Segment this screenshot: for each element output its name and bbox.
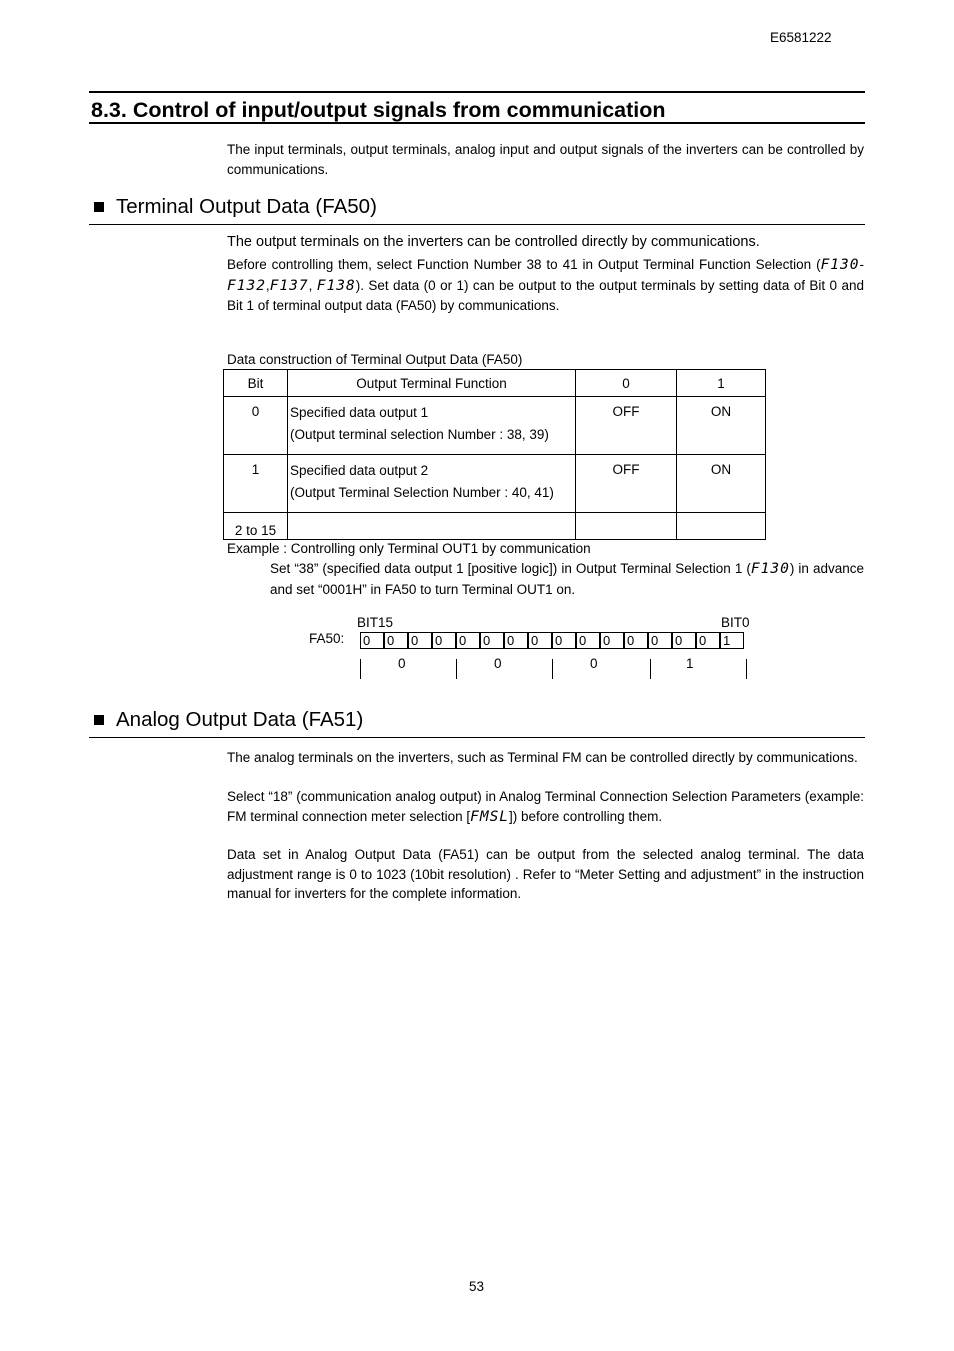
square-bullet-icon <box>94 202 104 212</box>
function-line: Specified data output 2 <box>290 463 429 478</box>
page-number: 53 <box>469 1279 485 1294</box>
nibble-value: 0 <box>590 656 598 671</box>
separator: - <box>859 257 864 272</box>
example-pre: Set “38” (specified data output 1 [positive logic]) in Output Terminal Selection 1 ( <box>270 561 751 576</box>
bit-cell: 0 <box>576 632 600 649</box>
separator: , <box>265 277 270 293</box>
function-line: (Output terminal selection Number : 38, 39) <box>290 427 549 442</box>
header-cell: 0 <box>576 370 677 397</box>
example-body <box>270 559 864 599</box>
bit-cell: 0 <box>624 632 648 649</box>
analog-paragraph-1: The analog terminals on the inverters, such as Terminal FM can be controlled directly by communications. <box>227 750 858 765</box>
square-bullet-icon <box>94 715 104 725</box>
bit-cell: 0 <box>600 632 624 649</box>
nibble-value: 1 <box>686 656 694 671</box>
fa50-data-table <box>223 369 766 540</box>
header-cell: Bit <box>224 370 288 397</box>
header-cell: 1 <box>677 370 766 397</box>
table-row <box>224 455 766 513</box>
body-pre: Before controlling them, select Function Number 38 to 41 in Output Terminal Function Selection ( <box>227 257 821 272</box>
terminal-output-lead: The output terminals on the inverters can be controlled directly by communications. <box>227 234 760 250</box>
bit-cell: 1 <box>720 632 744 649</box>
terminal-output-heading <box>89 195 865 225</box>
bit-cell: 0 <box>360 632 384 649</box>
function-cell <box>288 397 576 455</box>
p2-pre: Select “18” (communication analog output) in Analog Terminal Connection Selection Parameters (example: FM terminal connection meter selection [ <box>227 789 864 824</box>
body-post: ). Set data (0 or 1) can be output to the output terminals by setting data of Bit 0 and Bit 1 of terminal output data (FA50) by communications. <box>227 277 864 313</box>
value-0-cell: OFF <box>576 397 677 455</box>
function-line: (Output Terminal Selection Number : 40, 41) <box>290 485 554 500</box>
analog-output-heading <box>89 708 865 738</box>
nibble-value: 0 <box>398 656 406 671</box>
table-row <box>224 397 766 455</box>
bit0-label: BIT0 <box>721 615 750 630</box>
terminal-output-body <box>227 255 864 316</box>
bit-cell: 0 <box>648 632 672 649</box>
nibble-divider <box>650 659 651 679</box>
value-1-cell: ON <box>677 455 766 513</box>
param-code: F137 <box>269 277 309 294</box>
bit-cell: 0 <box>408 632 432 649</box>
value-0-cell: OFF <box>576 455 677 513</box>
value-0-cell <box>576 513 677 540</box>
nibble-value: 0 <box>494 656 502 671</box>
header-cell: Output Terminal Function <box>288 370 576 397</box>
bit-cell: 0 <box>672 632 696 649</box>
bit-cell: 0 <box>456 632 480 649</box>
table-header-row <box>224 370 766 397</box>
function-cell <box>288 455 576 513</box>
bit-cell: 0 <box>696 632 720 649</box>
bit-cell: 0 <box>528 632 552 649</box>
function-line: Specified data output 1 <box>290 405 429 420</box>
section-title: 8.3. Control of input/output signals from communication <box>89 91 865 124</box>
bit-cell: 0 <box>504 632 528 649</box>
param-code: F132 <box>227 277 266 294</box>
param-code: F130 <box>820 257 860 273</box>
param-code: F138 <box>316 277 356 294</box>
value-1-cell: ON <box>677 397 766 455</box>
bit15-label: BIT15 <box>357 615 394 630</box>
nibble-divider <box>746 659 747 679</box>
nibble-divider <box>360 659 361 679</box>
param-code: FMSL <box>470 808 510 825</box>
document-id: E6581222 <box>770 30 832 45</box>
table-row <box>224 513 766 540</box>
bit-cell: 1 <box>224 455 288 513</box>
bit-cell: 2 to 15 <box>224 513 288 540</box>
value-1-cell <box>677 513 766 540</box>
analog-paragraph-2 <box>227 787 864 827</box>
example-post: ) in advance and set “0001H” in FA50 to turn Terminal OUT1 on. <box>270 561 864 597</box>
heading-text: Analog Output Data (FA51) <box>116 708 364 731</box>
heading-text: Terminal Output Data (FA50) <box>116 195 377 218</box>
param-code: F130 <box>750 561 790 577</box>
example-title: Example : Controlling only Terminal OUT1 by communication <box>227 541 591 556</box>
bit-cell: 0 <box>384 632 408 649</box>
function-cell <box>288 513 576 540</box>
nibble-divider <box>552 659 553 679</box>
bit-cell: 0 <box>224 397 288 455</box>
p2-post: ]) before controlling them. <box>509 808 663 824</box>
bit-cell: 0 <box>432 632 456 649</box>
intro-paragraph: The input terminals, output terminals, analog input and output signals of the inverters can be controlled by communications. <box>227 142 864 177</box>
nibble-divider <box>456 659 457 679</box>
analog-paragraph-3: Data set in Analog Output Data (FA51) can be output from the selected analog terminal. The data adjustment range is 0 to 1023 (10bit resolution) . Refer to “Meter Setting and adjustment” in the instruction manual for inverters for the complete information. <box>227 847 864 901</box>
register-label: FA50: <box>309 631 345 646</box>
bit-cell: 0 <box>552 632 576 649</box>
table-caption: Data construction of Terminal Output Data (FA50) <box>227 352 523 367</box>
separator: , <box>308 277 313 293</box>
bit-cell: 0 <box>480 632 504 649</box>
